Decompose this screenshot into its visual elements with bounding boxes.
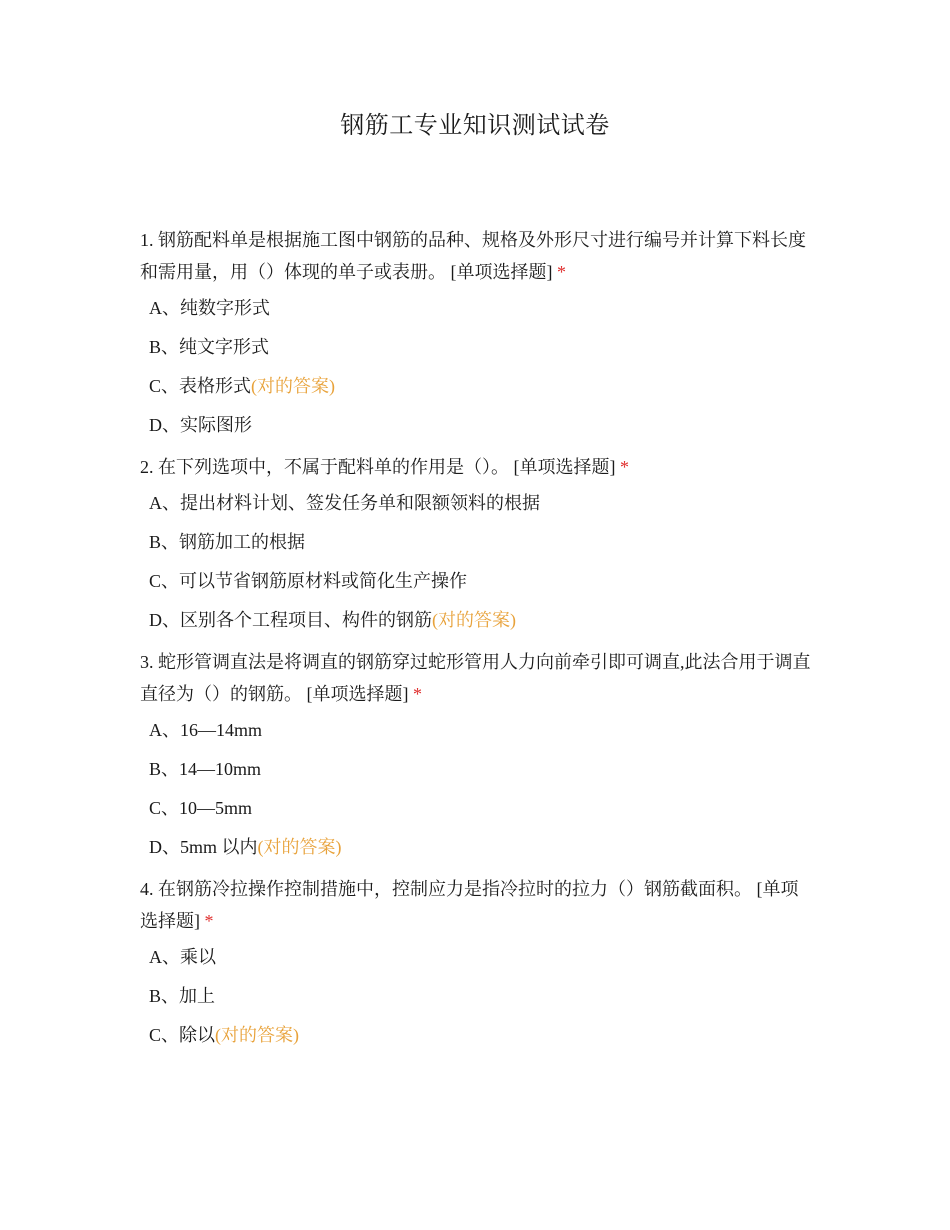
question-list — [140, 224, 812, 1061]
option-d — [149, 412, 812, 438]
option-b — [149, 529, 812, 555]
correct-answer-mark: (对的答案) — [257, 837, 342, 857]
page-title: 钢筋工专业知识测试试卷 — [340, 113, 610, 139]
option-a — [149, 944, 812, 970]
question-stem — [140, 224, 812, 288]
option-text: C、除以 — [149, 1025, 216, 1045]
option-d — [149, 834, 812, 860]
option-text: A、提出材料计划、签发任务单和限额领料的根据 — [149, 493, 540, 513]
option-a — [149, 717, 812, 743]
option-text: D、5mm 以内 — [149, 837, 258, 857]
question-4 — [140, 873, 812, 1048]
option-text: C、可以节省钢筋原材料或简化生产操作 — [149, 571, 468, 591]
question-text: 4. 在钢筋冷拉操作控制措施中，控制应力是指冷拉时的拉力（）钢筋截面积。 [单项选择题] — [140, 879, 799, 931]
option-b — [149, 983, 812, 1009]
correct-answer-mark: (对的答案) — [251, 376, 336, 396]
correct-answer-mark: (对的答案) — [432, 610, 516, 630]
option-text: B、14—10mm — [149, 759, 262, 779]
option-text: B、加上 — [149, 986, 216, 1006]
question-2 — [140, 451, 812, 633]
option-c — [149, 795, 812, 821]
question-text: 1. 钢筋配料单是根据施工图中钢筋的品种、规格及外形尺寸进行编号并计算下料长度和需用量，用（）体现的单子或表册。 [单项选择题] — [140, 230, 806, 282]
option-a — [149, 295, 812, 321]
question-1 — [140, 224, 812, 438]
option-text: A、16—14mm — [149, 720, 263, 740]
option-c — [149, 568, 812, 594]
question-text: 2. 在下列选项中，不属于配料单的作用是（）。 [单项选择题] — [140, 457, 616, 477]
required-star: * — [557, 262, 566, 282]
option-text: A、纯数字形式 — [149, 298, 270, 318]
option-a — [149, 490, 812, 516]
required-star: * — [204, 911, 214, 931]
option-b — [149, 334, 812, 360]
option-text: A、乘以 — [149, 947, 216, 967]
required-star: * — [413, 684, 422, 704]
correct-answer-mark: (对的答案) — [215, 1025, 300, 1045]
option-text: B、纯文字形式 — [149, 337, 270, 357]
question-3 — [140, 646, 812, 860]
option-c — [149, 1022, 812, 1048]
option-text: D、区别各个工程项目、构件的钢筋 — [149, 610, 432, 630]
option-c — [149, 373, 812, 399]
question-stem — [140, 873, 812, 937]
required-star: * — [620, 457, 629, 477]
option-text: C、10—5mm — [149, 798, 253, 818]
option-b — [149, 756, 812, 782]
question-stem — [140, 451, 812, 483]
option-text: C、表格形式 — [149, 376, 252, 396]
question-text: 3. 蛇形管调直法是将调直的钢筋穿过蛇形管用人力向前牵引即可调直,此法合用于调直直径为（）的钢筋。 [单项选择题] — [140, 652, 811, 704]
option-d — [149, 607, 812, 633]
question-stem — [140, 646, 812, 710]
option-text: B、钢筋加工的根据 — [149, 532, 306, 552]
option-text: D、实际图形 — [149, 415, 252, 435]
